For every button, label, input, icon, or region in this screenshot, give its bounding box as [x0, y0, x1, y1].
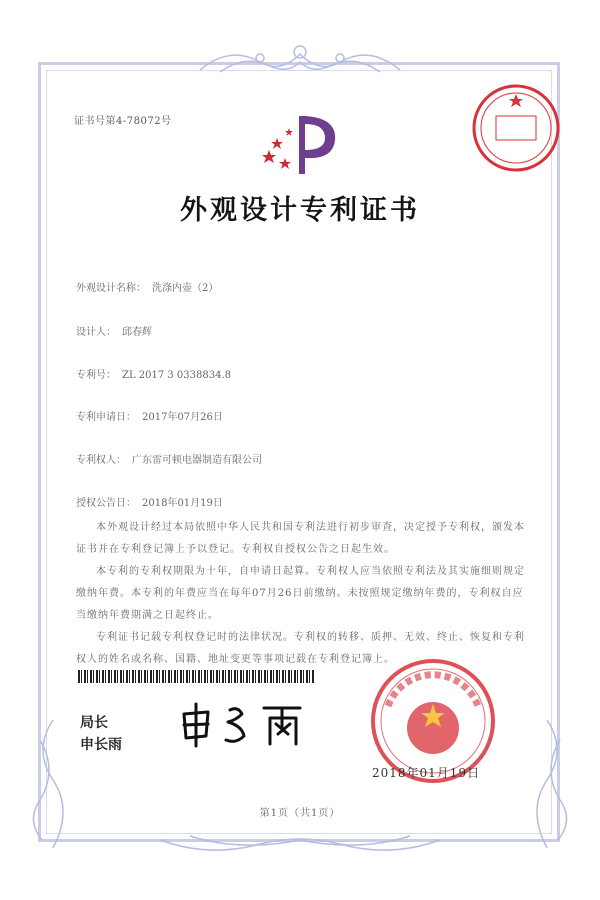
company-stamp-icon — [470, 82, 562, 174]
certificate-number: 证书号第4-78072号 — [74, 116, 172, 127]
certificate-title: 外观设计专利证书 — [180, 195, 420, 226]
right-corner-ornament — [522, 720, 572, 850]
body-paragraph: 本外观设计经过本局依照中华人民共和国专利法进行初步审查，决定授予专利权，颁发本证书并在专利登记簿上予以登记。专利权自授权公告之日起生效。 — [76, 522, 525, 555]
field-designer — [76, 323, 152, 338]
left-corner-ornament — [28, 720, 78, 850]
page-footer: 第1页（共1页） — [259, 808, 341, 819]
field-design-name — [76, 279, 218, 294]
field-label: 设计人： — [76, 327, 116, 338]
field-value: 2017年07月26日 — [142, 412, 223, 423]
field-value: ZL 2017 3 0338834.8 — [122, 370, 232, 381]
signature-role: 局长 — [80, 715, 108, 731]
field-patentee — [76, 451, 262, 466]
field-filing-date — [76, 408, 223, 423]
top-ornament — [190, 40, 410, 80]
body-paragraph: 本专利的专利权期限为十年，自申请日起算。专利权人应当依照专利法及其实施细则规定缴纳年费。本专利的年费应当在每年07月26日前缴纳。未按照规定缴纳年费的，专利权自应当缴纳年费期满之日起终止。 — [76, 566, 525, 621]
field-label: 外观设计名称： — [76, 283, 146, 294]
field-value: 邱春辉 — [122, 327, 152, 338]
field-value: 广东雷可顿电器制造有限公司 — [132, 455, 262, 466]
field-patent-number — [76, 366, 231, 381]
issue-date: 2018年01月19日 — [372, 766, 481, 780]
field-label: 专利权人： — [76, 455, 126, 466]
signature-name: 申长雨 — [80, 737, 122, 753]
body-paragraph: 专利证书记载专利权登记时的法律状况。专利权的转移、质押、无效、终止、恢复和专利权人的姓名或名称、国籍、地址变更等事项记载在专利登记簿上。 — [76, 632, 525, 665]
field-grant-date — [76, 494, 223, 509]
cnipa-logo — [255, 108, 345, 178]
barcode — [78, 670, 314, 683]
field-label: 专利申请日： — [76, 412, 136, 423]
certificate-body — [76, 517, 526, 671]
field-value: 2018年01月19日 — [142, 498, 223, 509]
field-label: 专利号： — [76, 370, 116, 381]
field-label: 授权公告日： — [76, 498, 136, 509]
field-value: 洗涤内壶（2） — [152, 283, 219, 294]
bottom-ornament — [150, 830, 450, 860]
handwritten-signature — [178, 700, 308, 750]
